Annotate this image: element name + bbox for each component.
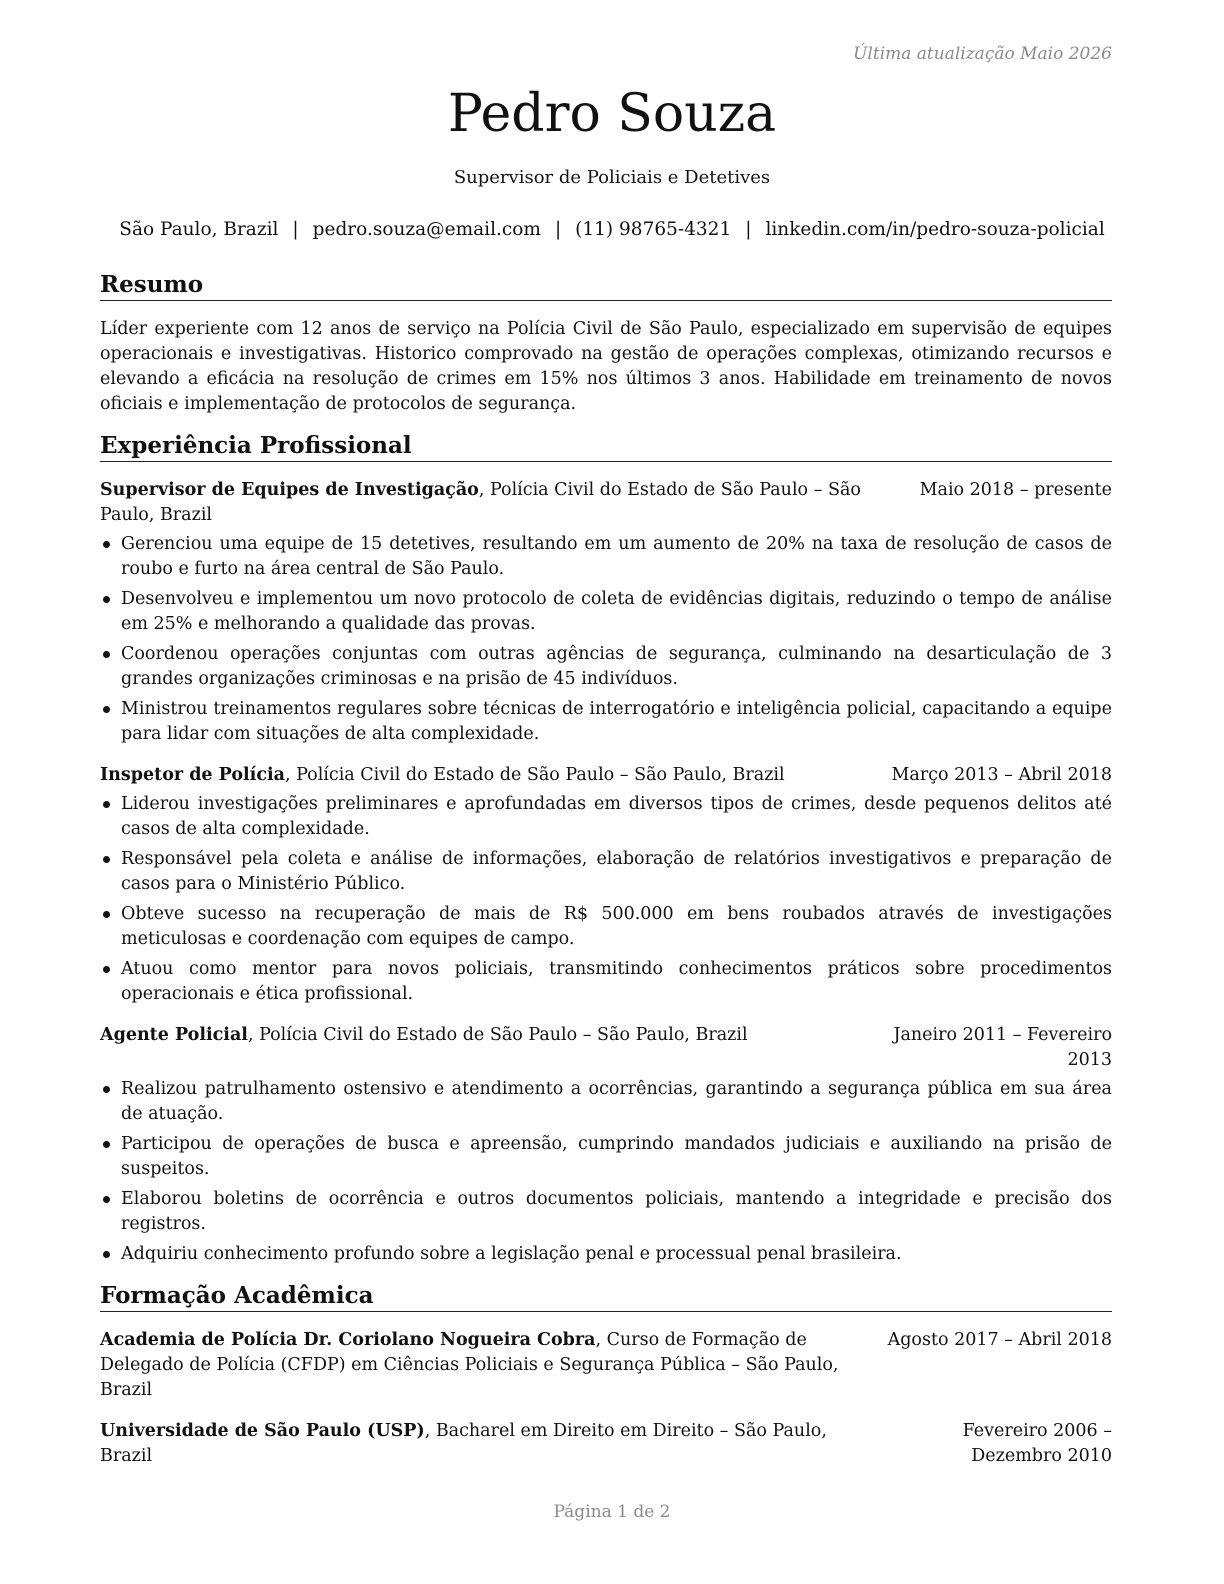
education-entry: [100, 1419, 1112, 1469]
bullet-text: Desenvolveu e implementou um novo protocolo de coleta de evidências digitais, reduzindo o tempo de análise em 25% e melhorando a qualidade das provas.: [121, 589, 1112, 634]
job-bullet: [100, 587, 1112, 637]
contact-line: [0, 219, 1224, 240]
summary-text: Líder experiente com 12 anos de serviço na Polícia Civil de São Paulo, especializado em supervisão de equipes operacionais e investigativas. Historico comprovado na gestão de operações complexas, otimizando recursos e elevando a eficácia na resolução de crimes em 15% nos últimos 3 anos. Habilidade em treinamento de novos oficiais e implementação de protocolos de segurança.: [100, 319, 1112, 414]
contact-email[interactable]: pedro.souza@email.com: [312, 219, 541, 240]
job-org: , Polícia Civil do Estado de São Paulo – São Paulo, Brazil: [247, 1025, 748, 1045]
bullet-text: Liderou investigações preliminares e aprofundadas em diversos tipos de crimes, desde pequenos delitos até casos de alta complexidade.: [121, 794, 1112, 839]
education-entry: [100, 1328, 1112, 1403]
education-dates: Agosto 2017 – Abril 2018: [887, 1330, 1112, 1350]
section-heading-experience: Experiência Profissional: [100, 431, 1112, 462]
job-bullet: [100, 1187, 1112, 1237]
bullet-text: Elaborou boletins de ocorrência e outros documentos policiais, mantendo a integridade e precisão dos registros.: [121, 1189, 1112, 1234]
job-dates: Maio 2018 – presente: [919, 480, 1112, 500]
bullet-icon: [103, 1141, 110, 1148]
job-header: [100, 763, 1112, 788]
job-entry: [100, 478, 1112, 747]
job-bullets: [100, 792, 1112, 1007]
contact-separator: |: [745, 219, 752, 240]
bullet-text: Adquiriu conhecimento profundo sobre a legislação penal e processual penal brasileira.: [121, 1244, 902, 1264]
education-detail: , Curso de Formação de Delegado de Polícia (CFDP) em Ciências Policiais e Segurança Pública – São Paulo, Brazil: [100, 1330, 839, 1400]
bullet-icon: [103, 596, 110, 603]
job-bullets: [100, 1077, 1112, 1267]
candidate-name: Pedro Souza: [447, 84, 777, 144]
job-bullet: [100, 642, 1112, 692]
education-school: Academia de Polícia Dr. Coriolano Nogueira Cobra: [100, 1330, 596, 1350]
job-header: [100, 478, 1112, 528]
job-role: Agente Policial: [100, 1025, 248, 1045]
experience-section: [100, 431, 1112, 1267]
bullet-icon: [103, 541, 110, 548]
education-header: [100, 1419, 1112, 1469]
education-school: Universidade de São Paulo (USP): [100, 1421, 425, 1441]
bullet-text: Coordenou operações conjuntas com outras agências de segurança, culminando na desarticulação de 3 grandes organizações criminosas e na prisão de 45 indivíduos.: [121, 644, 1112, 689]
contact-separator: |: [554, 219, 562, 240]
last-updated: Última atualização Maio 2026: [853, 44, 1112, 64]
section-heading-summary: Resumo: [100, 270, 1112, 301]
bullet-icon: [103, 911, 110, 918]
candidate-title: Supervisor de Policiais e Detetives: [453, 167, 771, 188]
job-title-line: [100, 478, 920, 528]
job-role: Supervisor de Equipes de Investigação: [100, 480, 479, 500]
bullet-icon: [103, 1086, 110, 1093]
bullet-icon: [103, 966, 110, 973]
bullet-icon: [103, 651, 110, 658]
job-bullet: [100, 1132, 1112, 1182]
bullet-text: Gerenciou uma equipe de 15 detetives, resultando em um aumento de 20% na taxa de resolução de casos de roubo e furto na área central de São Paulo.: [121, 534, 1112, 579]
bullet-text: Obteve sucesso na recuperação de mais de R$ 500.000 em bens roubados através de investigações meticulosas e coordenação com equipes de campo.: [121, 904, 1112, 949]
contact-phone: (11) 98765-4321: [575, 219, 732, 240]
bullet-text: Realizou patrulhamento ostensivo e atendimento a ocorrências, garantindo a segurança pública em sua área de atuação.: [121, 1079, 1112, 1124]
contact-separator: |: [292, 219, 299, 240]
bullet-icon: [103, 801, 110, 808]
job-title-line: [100, 1023, 872, 1048]
job-title-line: [100, 763, 891, 788]
bullet-text: Participou de operações de busca e apreensão, cumprindo mandados judiciais e auxiliando na prisão de suspeitos.: [121, 1134, 1112, 1179]
education-section: [100, 1281, 1112, 1469]
job-org: , Polícia Civil do Estado de São Paulo – São Paulo, Brazil: [284, 765, 785, 785]
bullet-icon: [103, 1251, 110, 1258]
bullet-icon: [103, 856, 110, 863]
job-entry: [100, 1023, 1112, 1267]
page-number: Página 1 de 2: [553, 1502, 671, 1522]
bullet-text: Ministrou treinamentos regulares sobre técnicas de interrogatório e inteligência policial, capacitando a equipe para lidar com situações de alta complexidade.: [121, 699, 1112, 744]
job-bullet: [100, 697, 1112, 747]
education-dates: Fevereiro 2006 – Dezembro 2010: [962, 1421, 1112, 1466]
education-title-line: [100, 1328, 888, 1403]
summary-section: [100, 270, 1112, 417]
job-header: [100, 1023, 1112, 1073]
bullet-icon: [103, 706, 110, 713]
bullet-text: Atuou como mentor para novos policiais, transmitindo conhecimentos práticos sobre procedimentos operacionais e ética profissional.: [121, 959, 1112, 1004]
job-role: Inspetor de Polícia: [100, 765, 285, 785]
job-bullet: [100, 792, 1112, 842]
job-entry: [100, 763, 1112, 1007]
job-bullet: [100, 532, 1112, 582]
job-dates: Janeiro 2011 – Fevereiro 2013: [893, 1025, 1112, 1070]
contact-linkedin[interactable]: linkedin.com/in/pedro-souza-policial: [765, 219, 1105, 240]
job-bullet: [100, 1242, 1112, 1267]
education-title-line: [100, 1419, 872, 1469]
section-heading-education: Formação Acadêmica: [100, 1281, 1112, 1312]
job-bullet: [100, 1077, 1112, 1127]
bullet-text: Responsável pela coleta e análise de informações, elaboração de relatórios investigativos e preparação de casos para o Ministério Público.: [121, 849, 1112, 894]
contact-location: São Paulo, Brazil: [119, 219, 279, 240]
education-detail: , Bacharel em Direito em Direito – São Paulo, Brazil: [100, 1421, 827, 1466]
resume-content: [100, 270, 1112, 1469]
job-bullet: [100, 902, 1112, 952]
job-bullets: [100, 532, 1112, 747]
job-dates: Março 2013 – Abril 2018: [891, 765, 1112, 785]
bullet-icon: [103, 1196, 110, 1203]
job-bullet: [100, 957, 1112, 1007]
job-org: , Polícia Civil do Estado de São Paulo – São Paulo, Brazil: [100, 480, 861, 525]
education-header: [100, 1328, 1112, 1403]
job-bullet: [100, 847, 1112, 897]
